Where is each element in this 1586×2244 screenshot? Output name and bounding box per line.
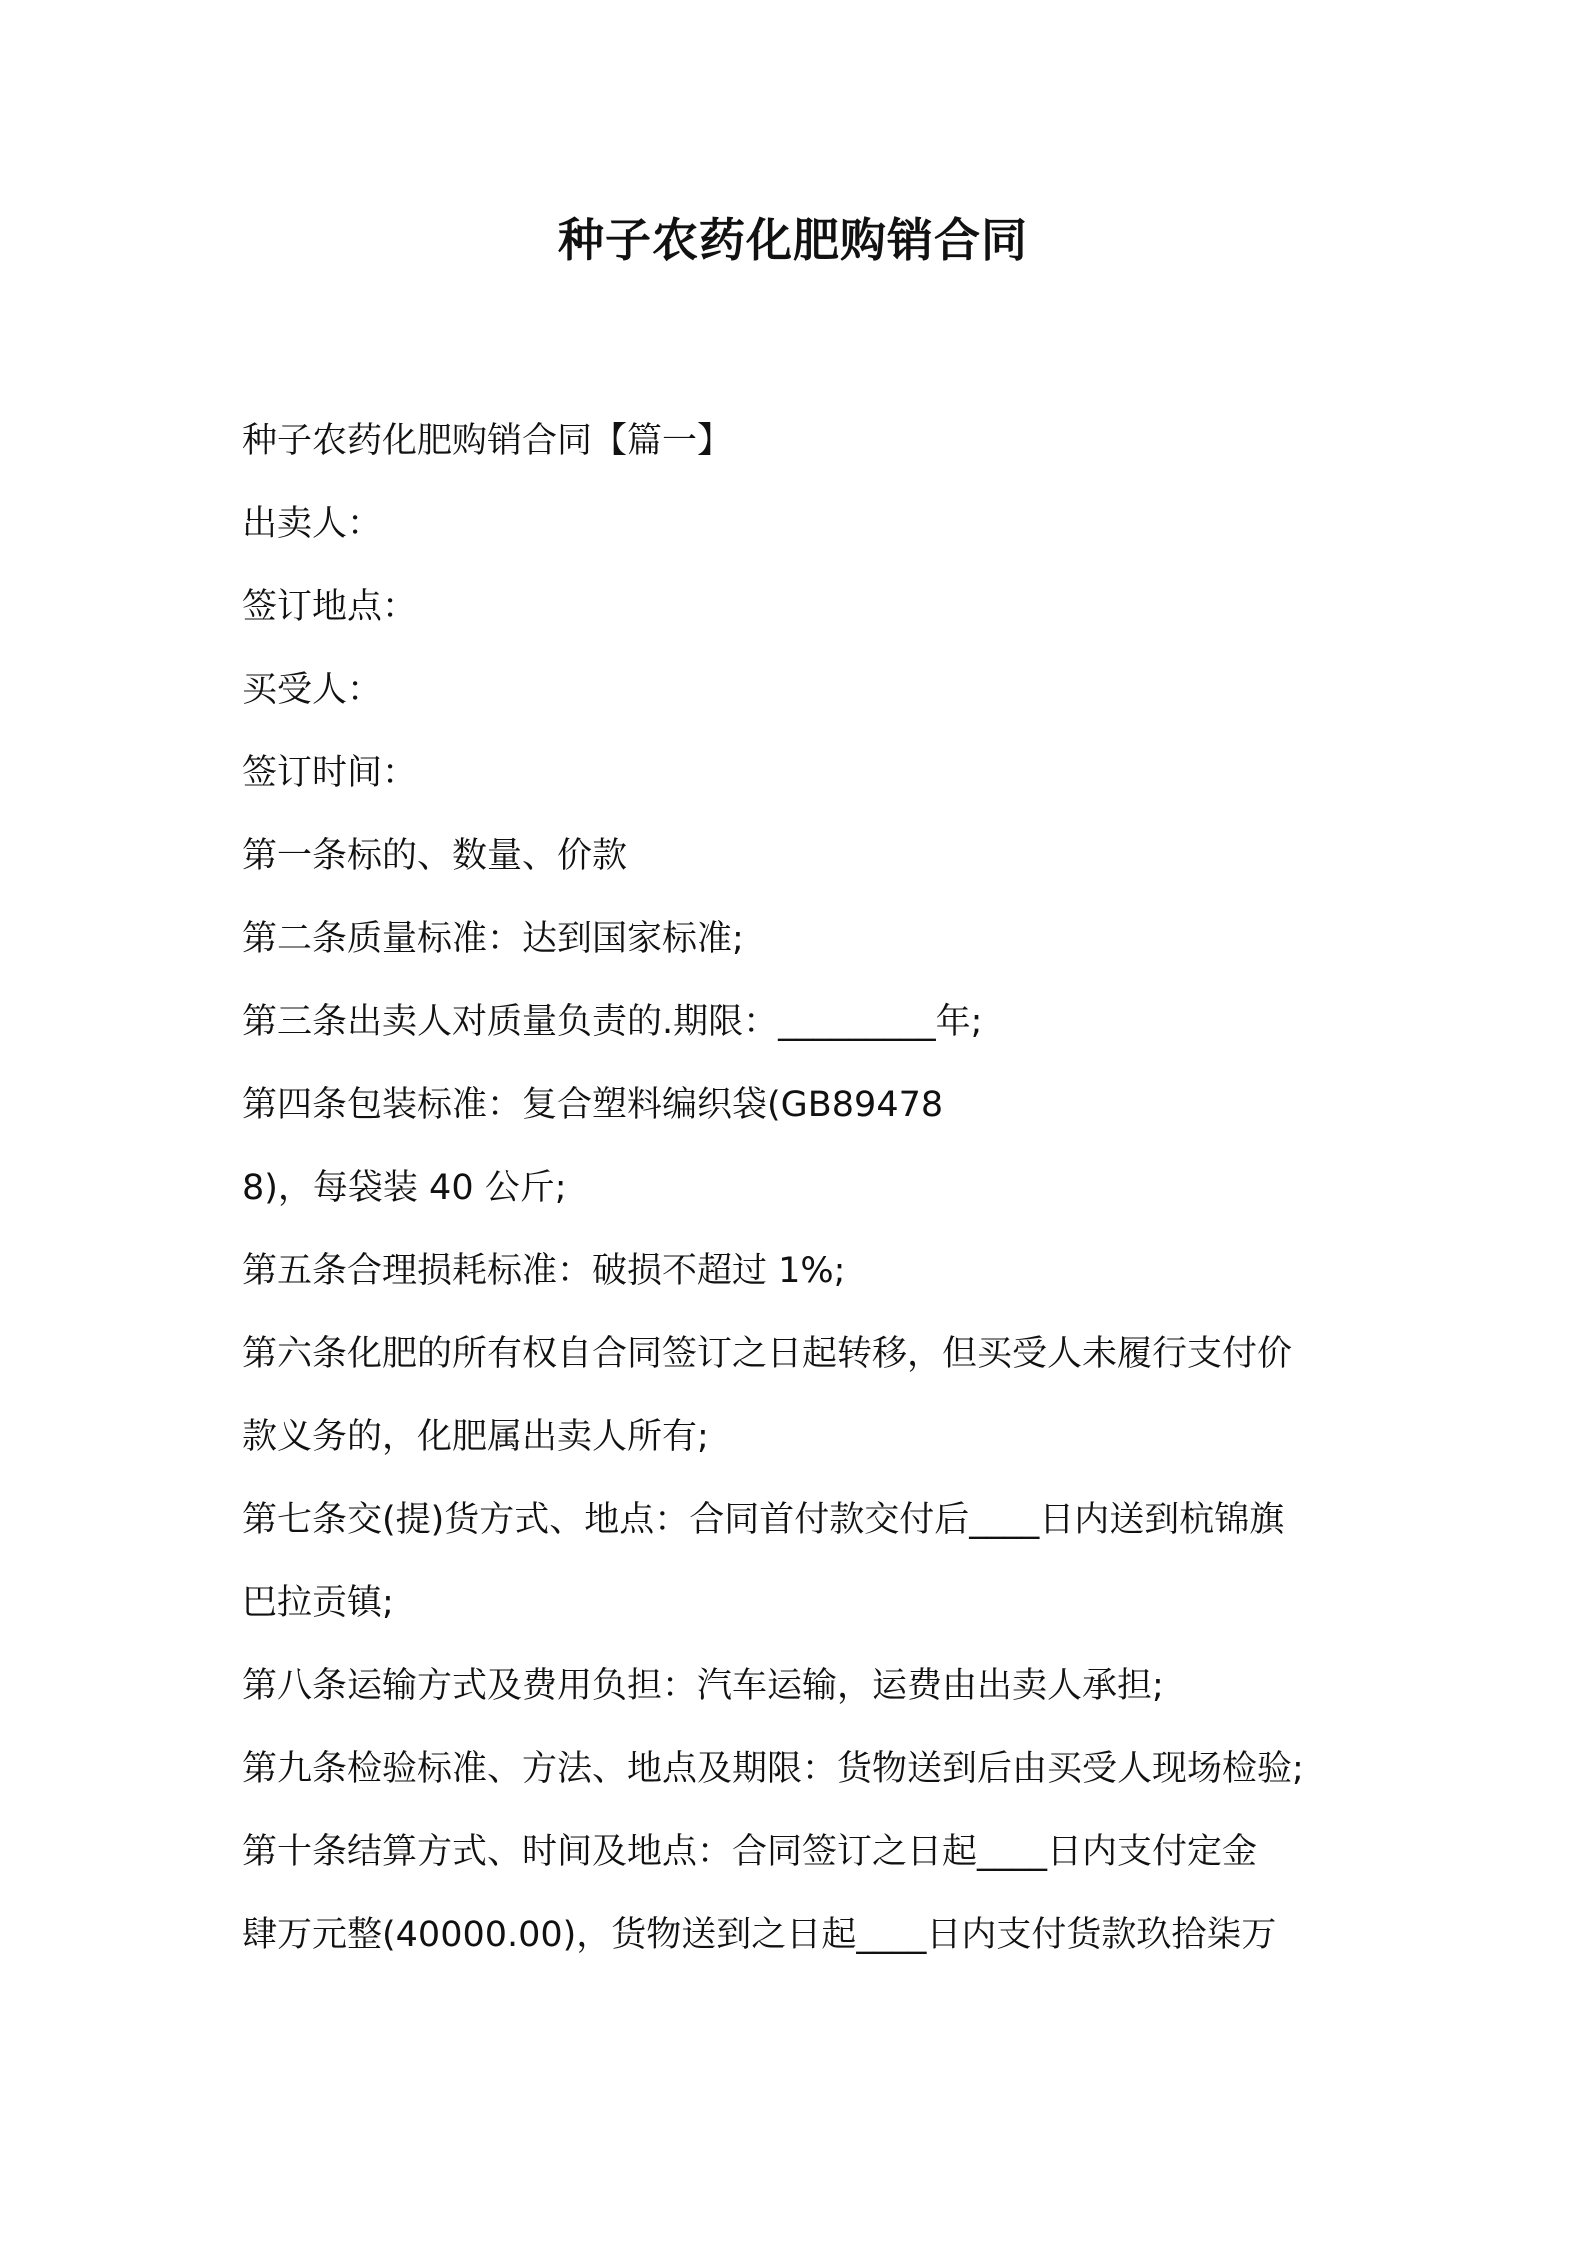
- clause-4-continued: 8)，每袋装 40 公斤;: [242, 1168, 567, 1208]
- clause-7: 第七条交(提)货方式、地点：合同首付款交付后____日内送到杭锦旗: [242, 1500, 1285, 1540]
- document-body: [242, 400, 1362, 1977]
- clause-3: 第三条出卖人对质量负责的.期限：_________年;: [242, 1002, 983, 1042]
- signing-time-field: 签订时间：: [242, 753, 418, 793]
- seller-field: 出卖人：: [242, 504, 383, 544]
- buyer-field: 买受人：: [242, 670, 383, 710]
- document-title: 种子农药化肥购销合同: [558, 213, 1028, 267]
- clause-5: 第五条合理损耗标准：破损不超过 1%;: [242, 1251, 846, 1291]
- clause-8: 第八条运输方式及费用负担：汽车运输，运费由出卖人承担;: [242, 1666, 1164, 1706]
- clause-2: 第二条质量标准：达到国家标准;: [242, 919, 744, 959]
- clause-7-continued: 巴拉贡镇;: [242, 1583, 394, 1623]
- clause-4: 第四条包装标准：复合塑料编织袋(GB89478: [242, 1085, 944, 1125]
- clause-6-continued: 款义务的，化肥属出卖人所有;: [242, 1417, 709, 1457]
- clause-6: 第六条化肥的所有权自合同签订之日起转移，但买受人未履行支付价: [242, 1334, 1293, 1374]
- clause-10: 第十条结算方式、时间及地点：合同签订之日起____日内支付定金: [242, 1832, 1258, 1872]
- clause-10-continued: 肆万元整(40000.00)，货物送到之日起____日内支付货款玖拾柒万: [242, 1915, 1277, 1955]
- section-heading: 种子农药化肥购销合同【篇一】: [242, 421, 733, 461]
- clause-1: 第一条标的、数量、价款: [242, 836, 628, 876]
- signing-place-field: 签订地点：: [242, 587, 418, 627]
- clause-9: 第九条检验标准、方法、地点及期限：货物送到后由买受人现场检验;: [242, 1749, 1304, 1789]
